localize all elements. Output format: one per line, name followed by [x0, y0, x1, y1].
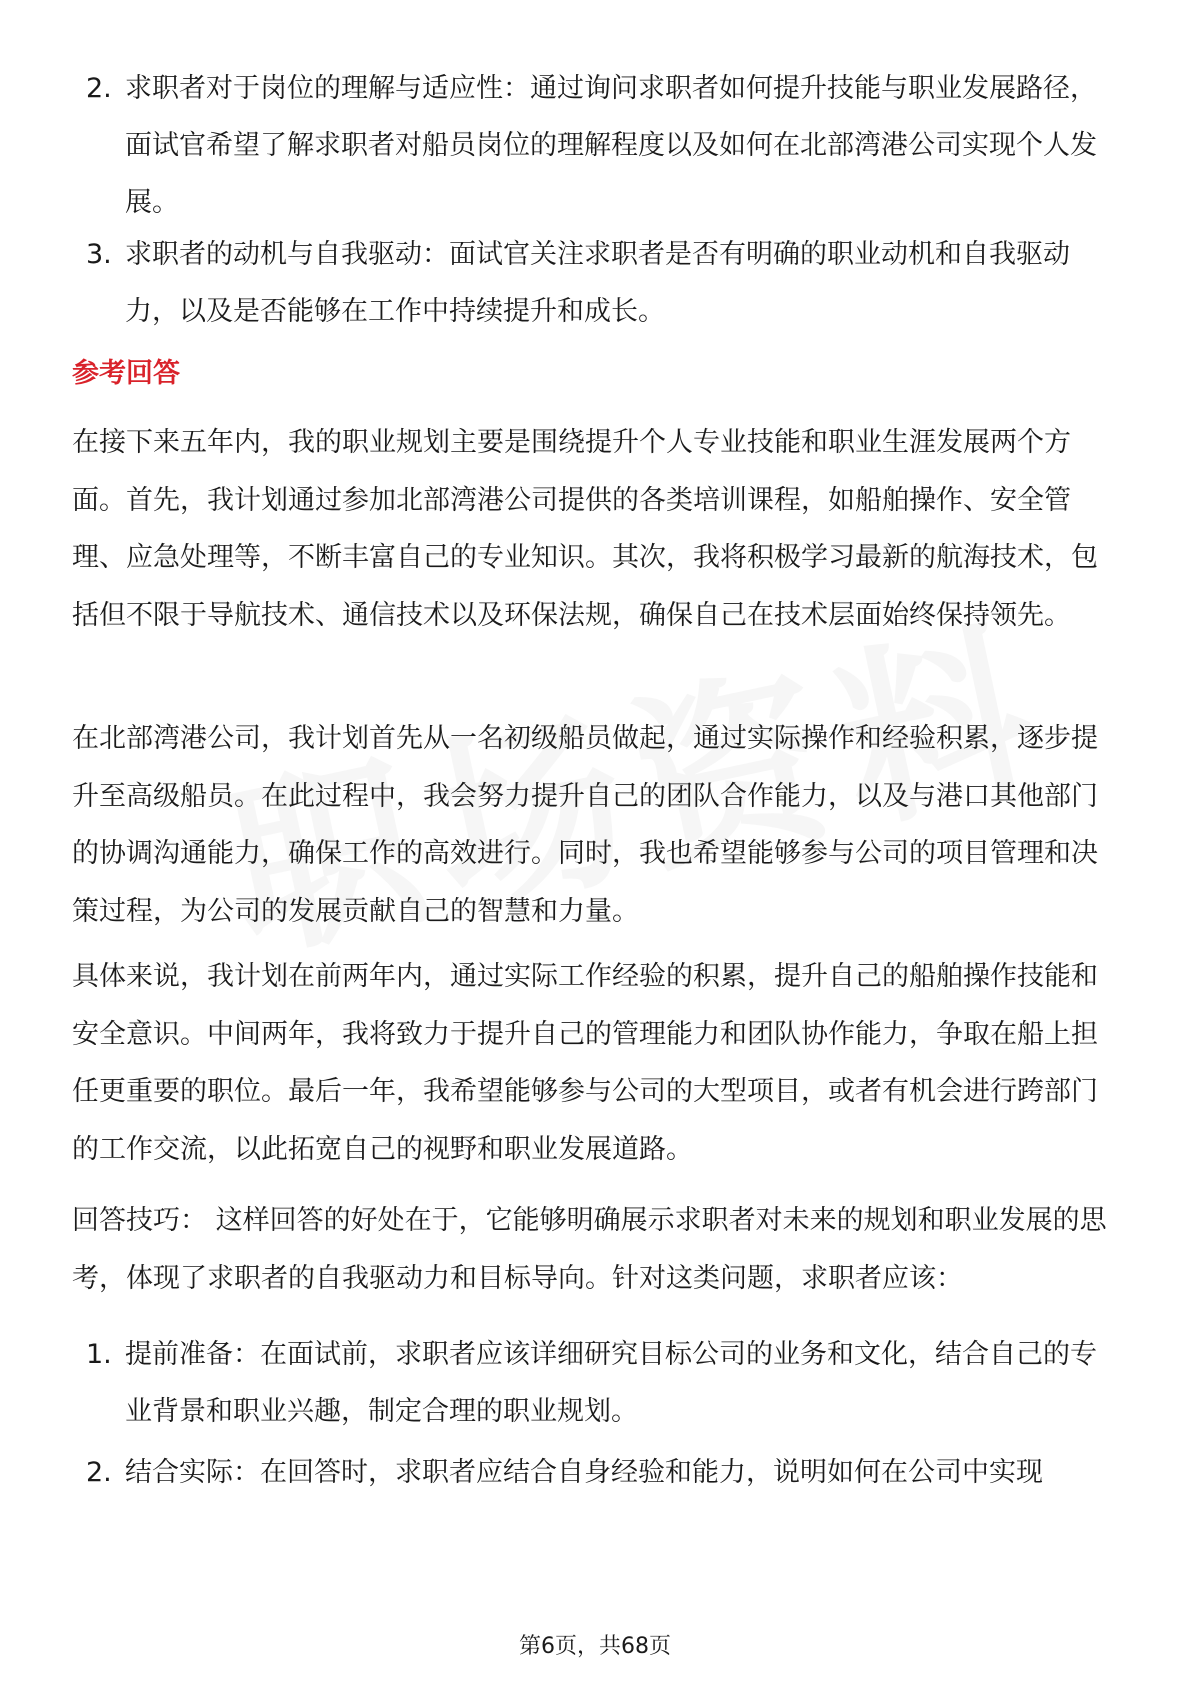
list-item-text: 结合实际：在回答时，求职者应结合自身经验和能力，说明如何在公司中实现	[125, 1457, 1043, 1488]
list-item-number: 2.	[86, 73, 112, 104]
list-item-number: 3.	[86, 239, 112, 270]
bottom-numbered-list	[0, 1326, 1190, 1501]
list-item	[0, 1326, 1190, 1438]
section-heading: 参考回答	[72, 358, 180, 389]
tips-paragraph: 回答技巧： 这样回答的好处在于，它能够明确展示求职者对未来的规划和职业发展的思考，体现了求职者的自我驱动力和目标导向。针对这类问题，求职者应该：	[72, 1205, 1107, 1294]
list-item-number: 1.	[86, 1339, 112, 1370]
list-item	[0, 1444, 1190, 1501]
list-item-text: 提前准备：在面试前，求职者应该详细研究目标公司的业务和文化，结合自己的专业背景和职业兴趣，制定合理的职业规划。	[125, 1339, 1097, 1427]
top-numbered-list	[0, 60, 1190, 340]
list-item	[0, 60, 1190, 220]
list-item-text: 求职者的动机与自我驱动：面试官关注求职者是否有明确的职业动机和自我驱动力，以及是否能够在工作中持续提升和成长。	[125, 239, 1070, 327]
list-item-number: 2.	[86, 1457, 112, 1488]
list-item-text: 求职者对于岗位的理解与适应性：通过询问求职者如何提升技能与职业发展路径，面试官希望了解求职者对船员岗位的理解程度以及如何在北部湾港公司实现个人发展。	[125, 73, 1097, 218]
answer-paragraph-1: 在接下来五年内，我的职业规划主要是围绕提升个人专业技能和职业生涯发展两个方面。首先，我计划通过参加北部湾港公司提供的各类培训课程，如船舶操作、安全管理、应急处理等，不断丰富自己的专业知识。其次，我将积极学习最新的航海技术，包括但不限于导航技术、通信技术以及环保法规，确保自己在技术层面始终保持领先。	[72, 427, 1098, 631]
list-item	[0, 226, 1190, 340]
page-footer: 第6页，共68页	[519, 1634, 671, 1659]
answer-paragraph-2: 在北部湾港公司，我计划首先从一名初级船员做起，通过实际操作和经验积累，逐步提升至高级船员。在此过程中，我会努力提升自己的团队合作能力，以及与港口其他部门的协调沟通能力，确保工作的高效进行。同时，我也希望能够参与公司的项目管理和决策过程，为公司的发展贡献自己的智慧和力量。	[72, 723, 1098, 927]
answer-paragraph-3: 具体来说，我计划在前两年内，通过实际工作经验的积累，提升自己的船舶操作技能和安全意识。中间两年，我将致力于提升自己的管理能力和团队协作能力，争取在船上担任更重要的职位。最后一年，我希望能够参与公司的大型项目，或者有机会进行跨部门的工作交流，以此拓宽自己的视野和职业发展道路。	[72, 961, 1098, 1165]
